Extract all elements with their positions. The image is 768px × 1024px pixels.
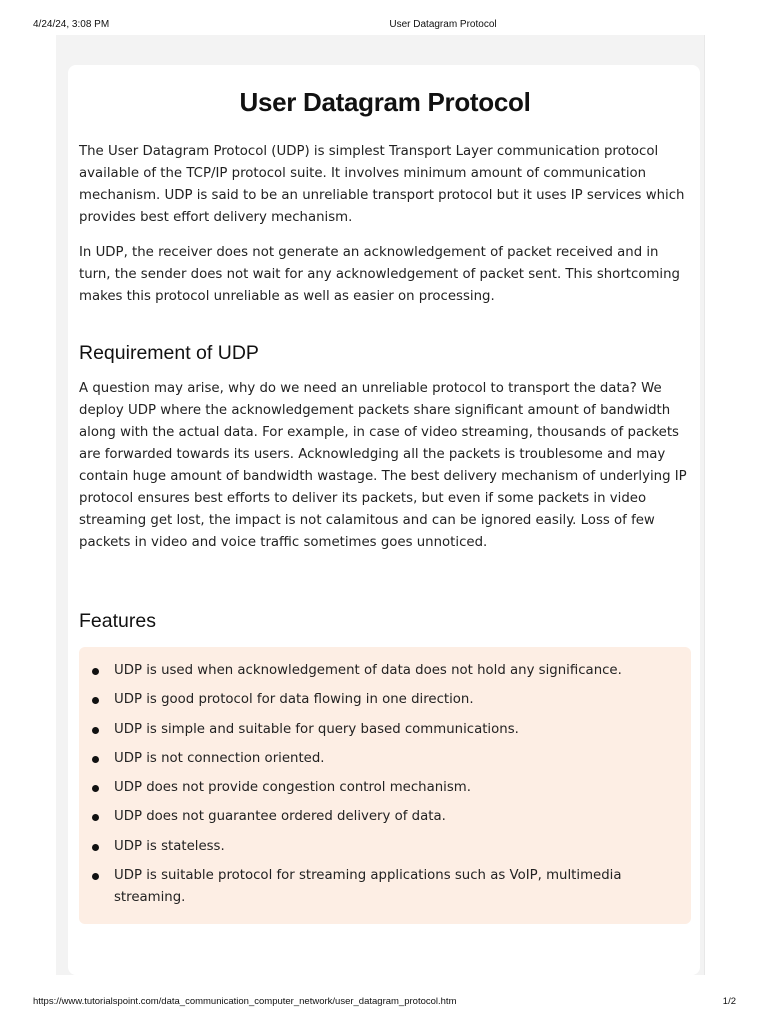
- page-number: 1/2: [722, 996, 736, 1007]
- feature-text: UDP is not connection oriented.: [114, 750, 325, 766]
- bullet-icon: [92, 697, 99, 704]
- bullet-icon: [92, 756, 99, 763]
- features-list-box: [79, 647, 691, 924]
- list-item: [79, 660, 691, 682]
- bullet-icon: [92, 785, 99, 792]
- list-item: [79, 689, 691, 711]
- intro-paragraph-2: In UDP, the receiver does not generate an acknowledgement of packet received and in turn, the sender does not wait for any acknowledgement of packet sent. This shortcoming makes this protocol unreliable as well as easier on processing.: [79, 245, 680, 304]
- features-heading: Features: [79, 610, 156, 632]
- page-title: User Datagram Protocol: [239, 87, 531, 117]
- feature-text: UDP does not guarantee ordered delivery of data.: [114, 809, 446, 825]
- features-list: [79, 660, 691, 916]
- print-footer: [0, 994, 768, 1010]
- feature-text: UDP is stateless.: [114, 838, 225, 854]
- print-header: [0, 17, 768, 33]
- article-card: [68, 65, 700, 975]
- list-item: [79, 836, 691, 858]
- print-title: User Datagram Protocol: [389, 19, 497, 30]
- bullet-icon: [92, 814, 99, 821]
- bullet-icon: [92, 844, 99, 851]
- feature-text: UDP is suitable protocol for streaming applications such as VoIP, multimedia streaming.: [114, 868, 622, 906]
- bullet-icon: [92, 873, 99, 880]
- list-item: [79, 748, 691, 770]
- list-item: [79, 777, 691, 799]
- requirement-paragraph: A question may arise, why do we need an unreliable protocol to transport the data? We deploy UDP where the acknowledgement packets share significant amount of bandwidth along with the actual data. For example, in case of video streaming, thousands of packets are forwarded towards its users. Acknowledging all the packets is troublesome and may contain huge amount of bandwidth wastage. The best delivery mechanism of underlying IP protocol ensures best efforts to deliver its packets, but even if some packets in video streaming get lost, the impact is not calamitous and can be ignored easily. Loss of few packets in video and voice traffic sometimes goes unnoticed.: [79, 381, 687, 550]
- list-item: [79, 806, 691, 828]
- list-item: [79, 719, 691, 741]
- feature-text: UDP is used when acknowledgement of data does not hold any significance.: [114, 663, 622, 678]
- source-url-link[interactable]: https://www.tutorialspoint.com/data_communication_computer_network/user_datagram_protocol.htm: [33, 996, 457, 1007]
- list-item: [79, 865, 691, 909]
- intro-paragraph-1: The User Datagram Protocol (UDP) is simplest Transport Layer communication protocol available of the TCP/IP protocol suite. It involves minimum amount of communication mechanism. UDP is said to be an unreliable transport protocol but it uses IP services which provides best effort delivery mechanism.: [79, 144, 685, 225]
- bullet-icon: [92, 668, 99, 675]
- bullet-icon: [92, 727, 99, 734]
- feature-text: UDP is simple and suitable for query based communications.: [114, 721, 519, 737]
- page-edge-divider: [704, 35, 705, 975]
- requirement-heading: Requirement of UDP: [79, 342, 259, 364]
- feature-text: UDP is good protocol for data flowing in one direction.: [114, 692, 474, 708]
- feature-text: UDP does not provide congestion control mechanism.: [114, 780, 471, 796]
- print-datetime: 4/24/24, 3:08 PM: [33, 19, 110, 30]
